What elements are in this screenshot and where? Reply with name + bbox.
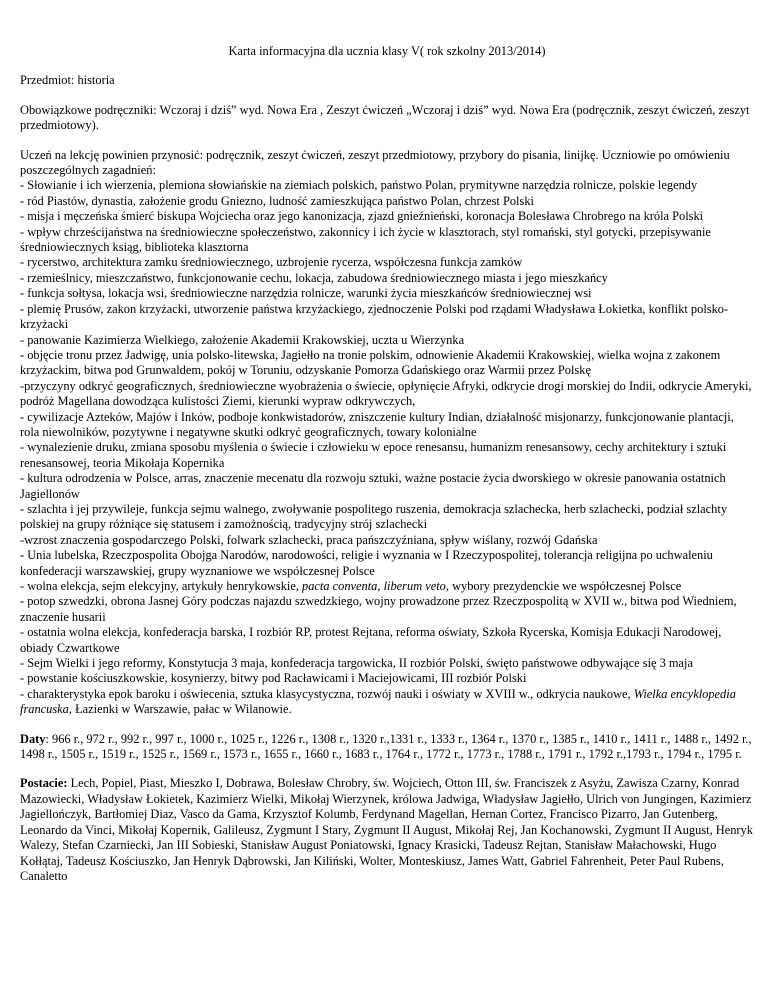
- topic-item: - szlachta i jej przywileje, funkcja sejmu walnego, zwoływanie pospolitego ruszenia, demokracja szlachecka, herb szlachecki, podział szlachty polskiej na grupy różniące się statusem i zamożnością, tradycyjny strój szlachecki: [20, 501, 728, 532]
- subject-line: Przedmiot: historia: [20, 73, 115, 88]
- topic-text: , Łazienki w Warszawie, pałac w Wilanowie.: [68, 702, 292, 717]
- textbooks-paragraph: Obowiązkowe podręczniki: Wczoraj i dziś” wyd. Nowa Era , Zeszyt ćwiczeń „Wczoraj i dziś” wyd. Nowa Era (podręcznik, zeszyt ćwiczeń, zeszyt przedmiotowy).: [20, 102, 750, 133]
- people-paragraph: [20, 776, 754, 884]
- people-label: Postacie:: [20, 776, 68, 791]
- topic-item: - plemię Prusów, zakon krzyżacki, utworzenie państwa krzyżackiego, zjednoczenie Polski pod rządami Władysława Łokietka, konflikt polsko-krzyżacki: [20, 301, 729, 332]
- topic-item: - powstanie kościuszkowskie, kosynierzy, bitwy pod Racławicami i Maciejowicami, III rozbiór Polski: [20, 671, 527, 686]
- topic-item: - cywilizacje Azteków, Majów i Inków, podboje konkwistadorów, zniszczenie kultury Indian, działalność misjonarzy, funkcjonowanie plantacji, rola niewolników, pozytywne i negatywne skutki odkryć geograficznych, towary kolonialne: [20, 409, 734, 439]
- topic-term-encyclopedia: Wielka encyklopedia francuska: [20, 686, 736, 717]
- topic-item: - funkcja sołtysa, lokacja wsi, średniowieczne narzędzia rolnicze, warunki życia mieszkańców średniowiecznej wsi: [20, 286, 592, 301]
- dates-text: : 966 r., 972 r., 992 r., 997 r., 1000 r., 1025 r., 1226 r., 1308 r., 1320 r.,1331 r., 1333 r., 1364 r., 1370 r., 1385 r., 1410 r., 1411 r., 1488 r., 1492 r., 1498 r., 1505 r., 1519 r., 1525 r., 1569 r., 1573 r., 1655 r., 1660 r., 1683 r., 1764 r., 1772 r., 1773 r., 1788 r., 1791 r., 1792 r.,1793 r., 1794 r., 1795 r.: [20, 731, 752, 762]
- topic-term-pacta-conventa: pacta conventa: [302, 579, 378, 593]
- topic-text: - wolna elekcja, sejm elekcyjny, artykuły henrykowskie,: [20, 579, 303, 593]
- topic-item: - ostatnia wolna elekcja, konfederacja barska, I rozbiór RP, protest Rejtana, reforma oświaty, Szkoła Rycerska, Komisja Edukacji Narodowej, obiady Czwartkowe: [20, 625, 722, 655]
- topic-text: , wybory prezydenckie we współczesnej Polsce: [445, 579, 682, 593]
- intro-paragraph: Uczeń na lekcję powinien przynosić: podręcznik, zeszyt ćwiczeń, zeszyt przedmiotowy, przybory do pisania, linijkę. Uczniowie po omówieniu poszczególnych zagadnień:: [20, 147, 730, 178]
- topic-item: - objęcie tronu przez Jadwigę, unia polsko-litewska, Jagiełło na tronie polskim, odnowienie Akademii Krakowskiej, wielka wojna z zakonem krzyżackim, bitwa pod Grunwaldem, pokój w Toruniu, odzyskanie Pomorza Gdańskiego oraz Warmii przez Polskę: [20, 347, 721, 378]
- dates-label: Daty: [20, 731, 46, 746]
- topic-item-election: [20, 579, 754, 594]
- topic-item: - Unia lubelska, Rzeczpospolita Obojga Narodów, narodowości, religie i wyznania w I Rzeczypospolitej, tolerancja religijna po uchwaleniu konfederacji warszawskiej, grupy wyznaniowe we współczesnej Polsce: [20, 548, 713, 578]
- people-text: Lech, Popiel, Piast, Mieszko I, Dobrawa, Bolesław Chrobry, św. Wojciech, Otton III, św. Franciszek z Asyżu, Zawisza Czarny, Konrad Mazowiecki, Władysław Łokietek, Kazimierz Wielki, Mikołaj Wierzynek, królowa Jadwiga, Władysław Jagiełło, Ulrich von Jungingen, Kazimierz Jagiellończyk, Bartłomiej Diaz, Vasco da Gama, Krzysztof Kolumb, Ferdynand Magellan, Hernan Cortez, Francisco Pizarro, Jan Gutenberg, Leonardo da Vinci, Mikołaj Kopernik, Galileusz, Zygmunt I Stary, Zygmunt II August, Mikołaj Rej, Jan Kochanowski, Zygmunt II August, Henryk Walezy, Stefan Czarniecki, Jan III Sobieski, Stanisław August Poniatowski, Ignacy Krasicki, Tadeusz Rejtan, Stanisław Małachowski, Hugo Kołłątaj, Tadeusz Kościuszko, Jan Henryk Dąbrowski, Jan Kiliński, Wolter, Monteskiusz, James Watt, Gabriel Fahrenheit, Peter Paul Rubens, Canaletto: [20, 776, 753, 883]
- topic-item: - panowanie Kazimierza Wielkiego, założenie Akademii Krakowskiej, uczta u Wierzynka: [20, 332, 465, 347]
- topic-item: - ród Piastów, dynastia, założenie grodu Gniezno, ludność zamieszkująca państwo Polan, chrzest Polski: [20, 193, 534, 208]
- topic-text: ,: [377, 579, 384, 593]
- topic-item: -przyczyny odkryć geograficznych, średniowieczne wyobrażenia o świecie, opłynięcie Afryki, odkrycie drogi morskiej do Indii, odkrycie Ameryki, podróż Magellana dowodząca kulistości Ziemi, kierunki wypraw odkrywczych,: [20, 378, 752, 409]
- topic-item: -wzrost znaczenia gospodarczego Polski, folwark szlachecki, praca pańszczyźniana, spływ wiślany, rozwój Gdańska: [20, 532, 598, 547]
- topic-item: - potop szwedzki, obrona Jasnej Góry podczas najazdu szwedzkiego, wojny prowadzone przez Rzeczpospolitą w XVII w., bitwa pod Wiedniem, znaczenie husarii: [20, 594, 737, 624]
- topics-list: [20, 178, 754, 579]
- topic-item: - rzemieślnicy, mieszczaństwo, funkcjonowanie cechu, lokacja, zabudowa średniowiecznego miasta i jego mieszkańcy: [20, 270, 608, 285]
- topics-list-continued: [20, 594, 754, 686]
- document-title: Karta informacyjna dla ucznia klasy V( rok szkolny 2013/2014): [228, 44, 546, 58]
- topic-item: - wpływ chrześcijaństwa na średniowieczne społeczeństwo, zakonnicy i ich życie w klasztorach, styl romański, styl gotycki, przepisywanie średniowiecznych ksiąg, biblioteka klasztorna: [20, 224, 711, 255]
- topic-term-liberum-veto: liberum veto: [383, 579, 446, 593]
- topic-item: - misja i męczeńska śmierć biskupa Wojciecha oraz jego kanonizacja, zjazd gnieźnieński, koronacja Bolesława Chrobrego na króla Polski: [20, 209, 704, 224]
- topic-item: - rycerstwo, architektura zamku średniowiecznego, uzbrojenie rycerza, współczesna funkcja zamków: [20, 255, 523, 270]
- topic-item-enlightenment: [20, 687, 754, 718]
- topic-item: - Słowianie i ich wierzenia, plemiona słowiańskie na ziemiach polskich, państwo Polan, prymitywne narzędzia rolnicze, polskie legendy: [20, 178, 698, 193]
- topic-item: - wynalezienie druku, zmiana sposobu myślenia o świecie i człowieku w epoce renesansu, humanizm renesansowy, cechy architektury i sztuki renesansowej, teoria Mikołaja Kopernika: [20, 440, 727, 470]
- topic-item: - kultura odrodzenia w Polsce, arras, znaczenie mecenatu dla rozwoju sztuki, ważne postacie życia dworskiego w okresie panowania ostatnich Jagiellonów: [20, 471, 726, 501]
- topic-text: - charakterystyka epok baroku i oświecenia, sztuka klasycystyczna, rozwój nauki i oświaty w XVIII w., odkrycia naukowe,: [20, 686, 634, 701]
- dates-paragraph: [20, 732, 754, 763]
- topics-section: [20, 148, 754, 718]
- topic-item: - Sejm Wielki i jego reformy, Konstytucja 3 maja, konfederacja targowicka, II rozbiór Polski, święto państwowe odbywające się 3 maja: [20, 656, 693, 671]
